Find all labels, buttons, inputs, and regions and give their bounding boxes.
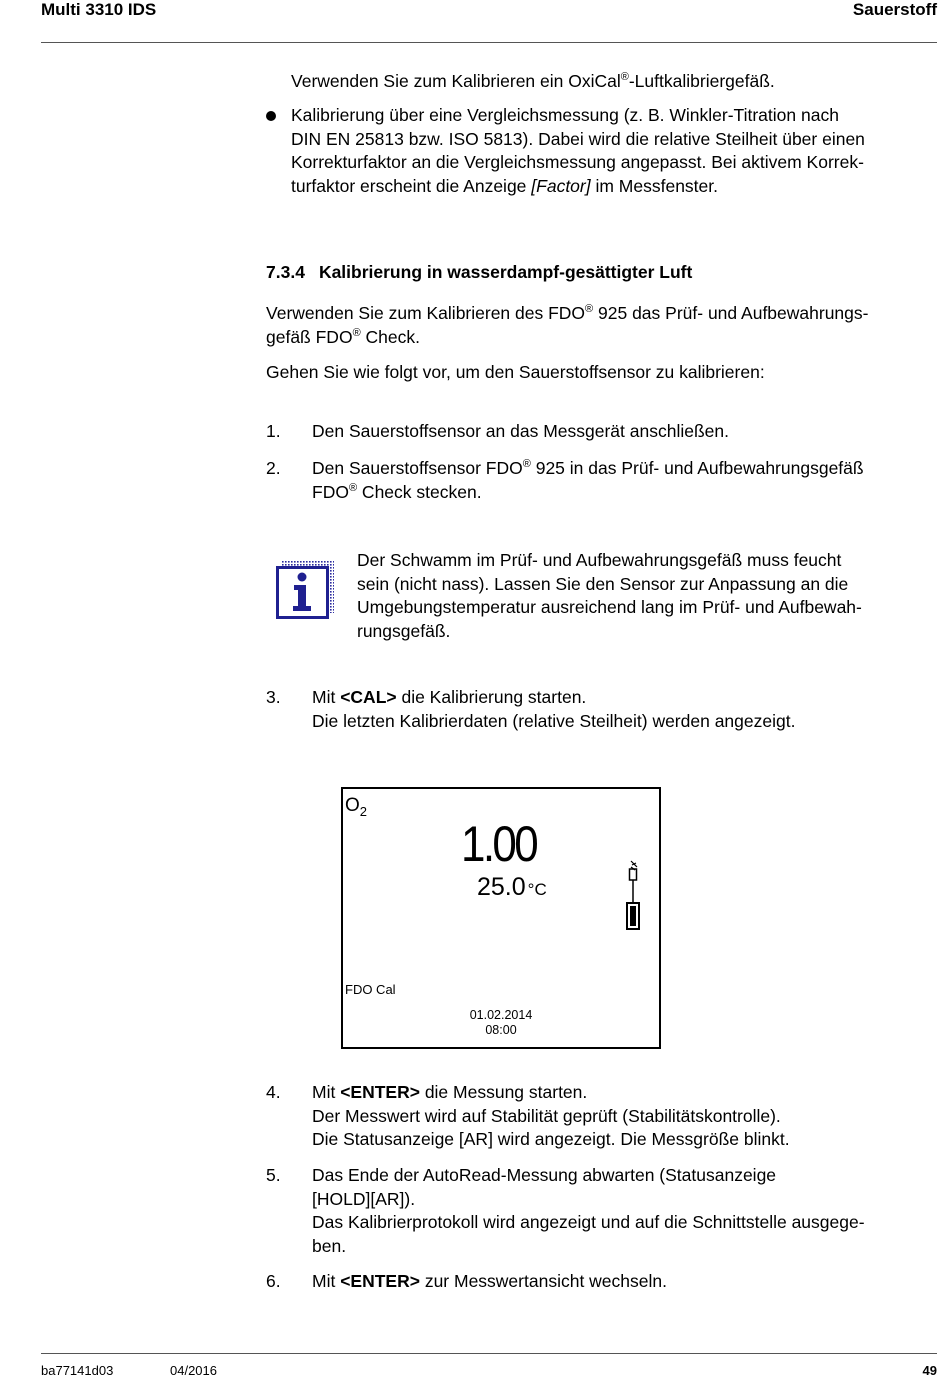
- step-2-a: Den Sauerstoffsensor FDO: [312, 458, 523, 478]
- note-line-1: Der Schwamm im Prüf- und Aufbewahrungsgefäß muss feucht: [357, 550, 842, 570]
- step-3-a: Mit: [312, 687, 341, 707]
- registered-mark: ®: [348, 481, 358, 494]
- p1-text-c: gefäß FDO: [266, 326, 353, 347]
- step-1-text: Den Sauerstoffsensor an das Messgerät anschließen.: [312, 421, 729, 441]
- step-2-b: 925 in das Prüf- und Aufbewahrungsgefäß: [530, 458, 864, 478]
- section-paragraph-2: Gehen Sie wie folgt vor, um den Sauerstoffsensor zu kalibrieren:: [266, 362, 765, 382]
- step-1-number: 1.: [266, 421, 281, 441]
- intro-text-a: Verwenden Sie zum Kalibrieren ein OxiCal: [291, 71, 621, 91]
- step-2-d: Check stecken.: [357, 481, 482, 502]
- page-number: 49: [922, 1363, 937, 1378]
- section-title: Kalibrierung in wasserdampf-gesättigter Luft: [318, 262, 693, 282]
- display-value: 1.00: [461, 816, 537, 872]
- step-2-c: FDO: [312, 481, 349, 502]
- display-temperature: [477, 873, 547, 902]
- display-time: 08:00: [485, 1023, 517, 1037]
- bullet-line-4-b: im Messfenster.: [590, 175, 719, 196]
- enter-key: <ENTER>: [340, 1271, 420, 1291]
- bullet-paragraph: [291, 104, 865, 198]
- step-3-line1: [312, 686, 795, 710]
- bullet-line-2: DIN EN 25813 bzw. ISO 5813). Dabei wird die relative Steilheit über einen: [291, 128, 865, 149]
- bullet-dot: [266, 111, 276, 121]
- step-6-b: zur Messwertansicht wechseln.: [419, 1271, 667, 1291]
- step-4-b: die Messung starten.: [419, 1082, 588, 1102]
- section-paragraph-1: [266, 302, 868, 349]
- cal-key: <CAL>: [340, 687, 397, 707]
- display-mode: FDO Cal: [345, 982, 396, 997]
- p1-text-d: Check.: [360, 326, 420, 347]
- factor-label: [Factor]: [531, 175, 591, 196]
- intro-text-b: -Luftkalibriergefäß.: [628, 71, 775, 91]
- step-6-number: 6.: [266, 1271, 281, 1291]
- step-5-line4: ben.: [312, 1235, 347, 1256]
- note-line-3: Umgebungstemperatur ausreichend lang im Prüf- und Aufbewah-: [357, 597, 862, 617]
- enter-key: <ENTER>: [340, 1082, 420, 1102]
- display-parameter: [345, 795, 367, 819]
- note-line-2: sein (nicht nass). Lassen Sie den Sensor zur Anpassung an die: [357, 573, 849, 594]
- step-3-number: 3.: [266, 687, 281, 707]
- footer-date: 04/2016: [170, 1363, 217, 1378]
- step-5-line3: Das Kalibrierprotokoll wird angezeigt und auf die Schnittstelle ausgege-: [312, 1212, 865, 1232]
- step-3-text: [312, 686, 795, 733]
- bullet-line-4-a: turfaktor erscheint die Anzeige: [291, 175, 532, 196]
- step-4-line3: Die Statusanzeige [AR] wird angezeigt. Die Messgröße blinkt.: [312, 1129, 790, 1149]
- note-text: [357, 549, 862, 643]
- section-p1-line2: [266, 326, 868, 350]
- bullet-line-1: Kalibrierung über eine Vergleichsmessung (z. B. Winkler-Titration nach: [291, 105, 839, 125]
- param-symbol: O: [345, 795, 360, 816]
- header-title: Multi 3310 IDS: [41, 0, 157, 19]
- section-p1-line1: [266, 302, 868, 326]
- sensor-probe-icon: [623, 859, 643, 933]
- step-5-text: [312, 1164, 865, 1258]
- intro-line: [291, 70, 775, 94]
- footer-doc-id: ba77141d03: [41, 1363, 114, 1378]
- step-6-text: [312, 1270, 667, 1294]
- footer-rule: [41, 1353, 937, 1354]
- step-3-b: die Kalibrierung starten.: [396, 687, 587, 707]
- section-heading: [266, 262, 692, 283]
- param-subscript: 2: [359, 803, 368, 819]
- step-4-text: [312, 1081, 790, 1152]
- step-4-number: 4.: [266, 1082, 281, 1102]
- step-4-line2: Der Messwert wird auf Stabilität geprüft (Stabilitätskontrolle).: [312, 1105, 781, 1126]
- info-icon: [276, 561, 334, 619]
- bullet-line-3: Korrekturfaktor an die Vergleichsmessung angepasst. Bei aktivem Korrek-: [291, 152, 864, 172]
- p1-text-b: 925 das Prüf- und Aufbewahrungs-: [593, 303, 869, 323]
- step-3-line2: Die letzten Kalibrierdaten (relative Steilheit) werden angezeigt.: [312, 710, 796, 731]
- step-4-a: Mit: [312, 1082, 341, 1102]
- display-date: 01.02.2014: [469, 1008, 533, 1022]
- instrument-display: [341, 787, 661, 1049]
- step-6-a: Mit: [312, 1271, 341, 1291]
- step-5-line2: [HOLD][AR]).: [312, 1188, 416, 1209]
- temp-unit: °C: [527, 880, 547, 899]
- step-2-text: [312, 457, 864, 504]
- step-2-number: 2.: [266, 458, 281, 478]
- registered-mark: ®: [585, 303, 594, 315]
- header-rule: [41, 42, 937, 43]
- step-2-line1: [312, 457, 864, 481]
- bullet-line-4: [291, 175, 865, 199]
- section-number: 7.3.4: [266, 262, 305, 282]
- registered-mark: ®: [522, 458, 531, 470]
- p1-text-a: Verwenden Sie zum Kalibrieren des FDO: [266, 303, 586, 323]
- header-chapter: Sauerstoff: [852, 0, 937, 19]
- step-5-line1: Das Ende der AutoRead-Messung abwarten (Statusanzeige: [312, 1165, 777, 1185]
- temp-value: 25.0: [477, 873, 526, 901]
- registered-mark: ®: [620, 71, 629, 83]
- note-line-4: rungsgefäß.: [357, 620, 451, 641]
- step-2-line2: [312, 481, 864, 505]
- step-4-line1: [312, 1081, 790, 1105]
- step-5-number: 5.: [266, 1165, 281, 1185]
- registered-mark: ®: [352, 326, 361, 339]
